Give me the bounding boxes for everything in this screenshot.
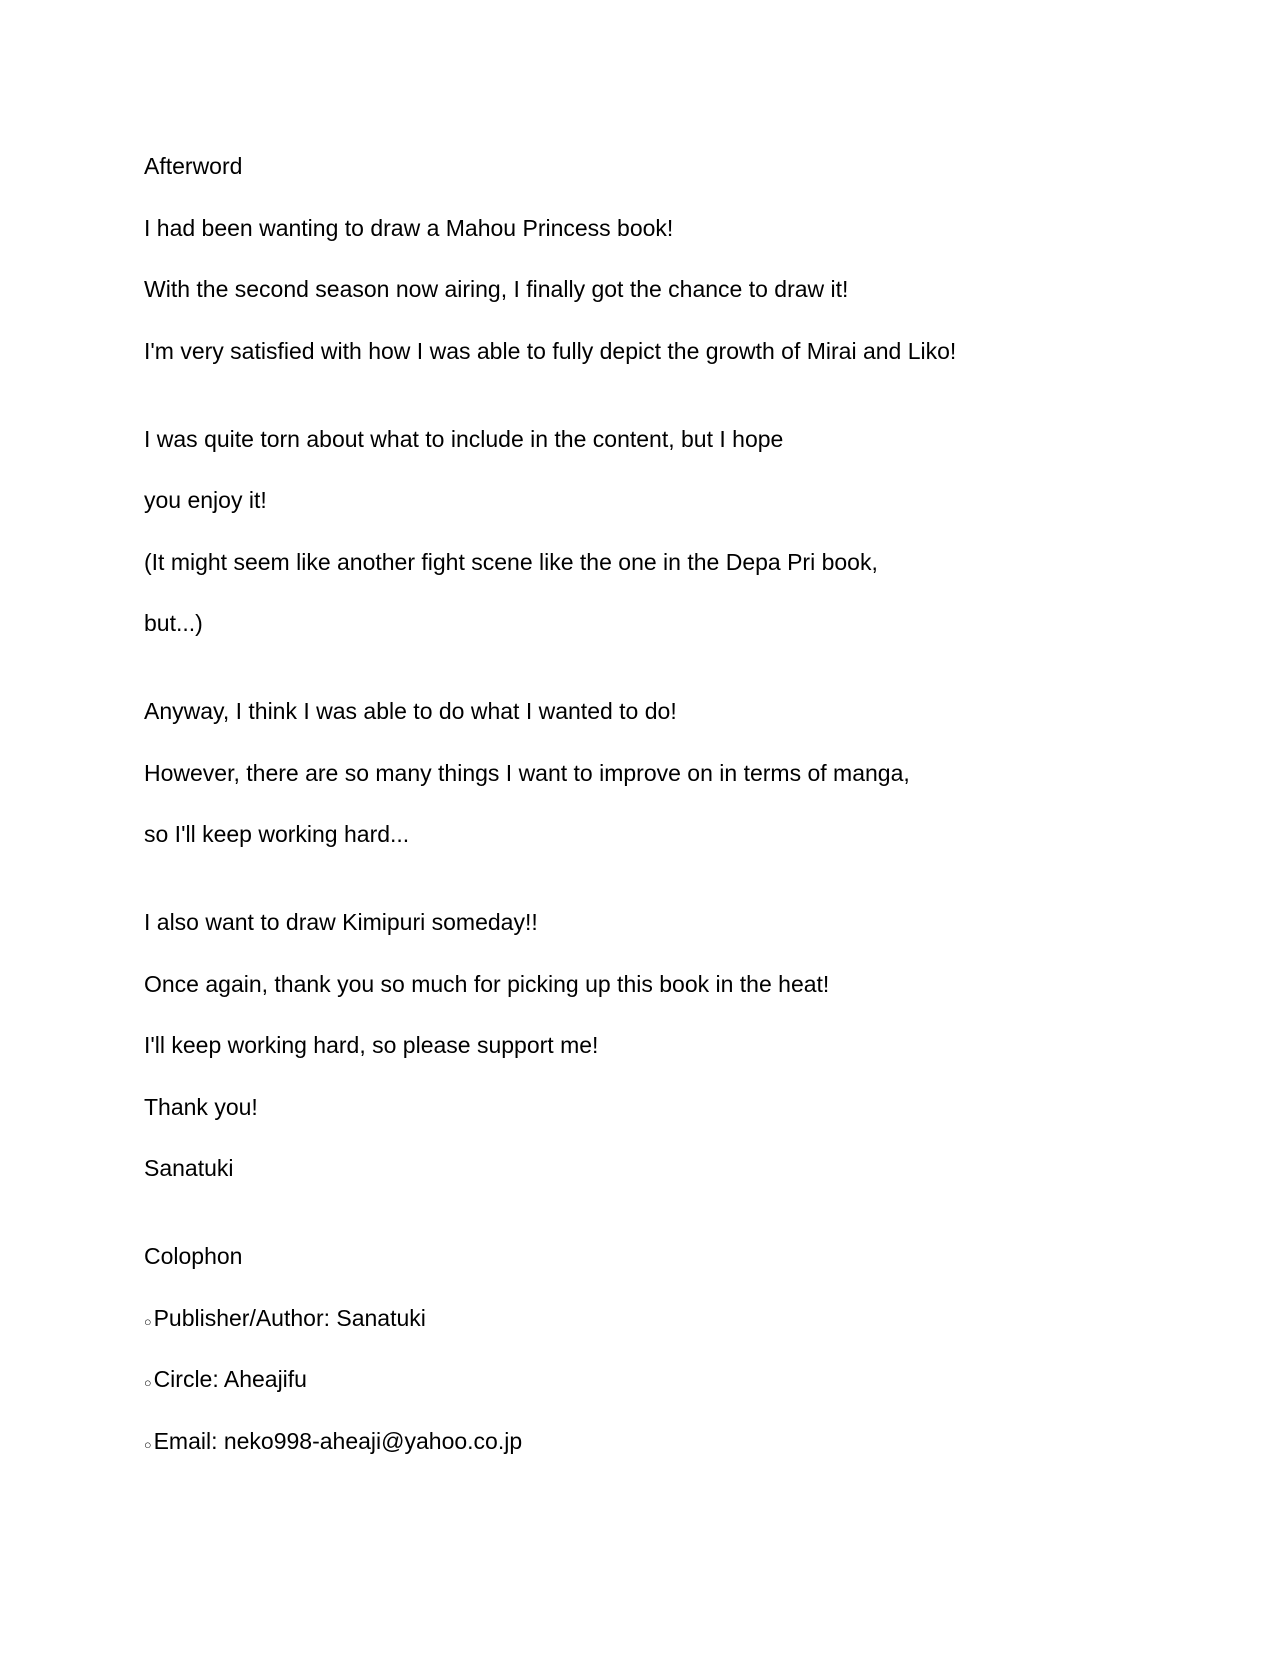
circle-bullet-icon: ○ — [144, 1376, 152, 1390]
colophon-item-email — [144, 1411, 1220, 1473]
afterword-para4-line2: Once again, thank you so much for picking up this book in the heat! — [144, 970, 830, 997]
afterword-para1-line2: With the second season now airing, I finally got the chance to draw it! — [144, 276, 849, 302]
afterword-para4-line3: I'll keep working hard, so please support me! — [144, 1032, 599, 1058]
afterword-para4-line4: Thank you! — [144, 1093, 258, 1120]
afterword-heading: Afterword — [144, 153, 243, 179]
afterword-para3-line1: Anyway, I think I was able to do what I wanted to do! — [144, 698, 677, 724]
afterword-para4-line1: I also want to draw Kimipuri someday!! — [144, 909, 538, 935]
colophon-item-publisher — [144, 1288, 1220, 1350]
afterword-para2-line2: you enjoy it! — [144, 487, 267, 513]
colophon-item-text: Circle: Aheajifu — [153, 1366, 307, 1392]
afterword-para1-line1: I had been wanting to draw a Mahou Princess book! — [144, 214, 674, 241]
afterword-para2-line4: but...) — [144, 610, 203, 636]
afterword-para1-line3: I'm very satisfied with how I was able to fully depict the growth of Mirai and Liko! — [144, 337, 957, 364]
paragraph-spacer — [144, 1200, 1220, 1227]
afterword-para2-line3: (It might seem like another fight scene like the one in the Depa Pri book, — [144, 548, 878, 575]
afterword-para3-line3: so I'll keep working hard... — [144, 821, 410, 847]
paragraph-spacer — [144, 382, 1220, 409]
paragraph-spacer — [144, 866, 1220, 893]
afterword-para2-line1: I was quite torn about what to include in the content, but I hope — [144, 425, 784, 452]
colophon-item-text: Publisher/Author: Sanatuki — [153, 1304, 426, 1331]
colophon-item-text: Email: neko998-aheaji@yahoo.co.jp — [153, 1427, 523, 1454]
author-signature: Sanatuki — [144, 1155, 234, 1181]
colophon-item-circle — [144, 1349, 1220, 1411]
circle-bullet-icon: ○ — [144, 1314, 152, 1329]
afterword-para3-line2: However, there are so many things I want to improve on in terms of manga, — [144, 759, 910, 786]
colophon-heading: Colophon — [144, 1243, 243, 1269]
paragraph-spacer — [144, 655, 1220, 682]
circle-bullet-icon: ○ — [144, 1437, 152, 1452]
